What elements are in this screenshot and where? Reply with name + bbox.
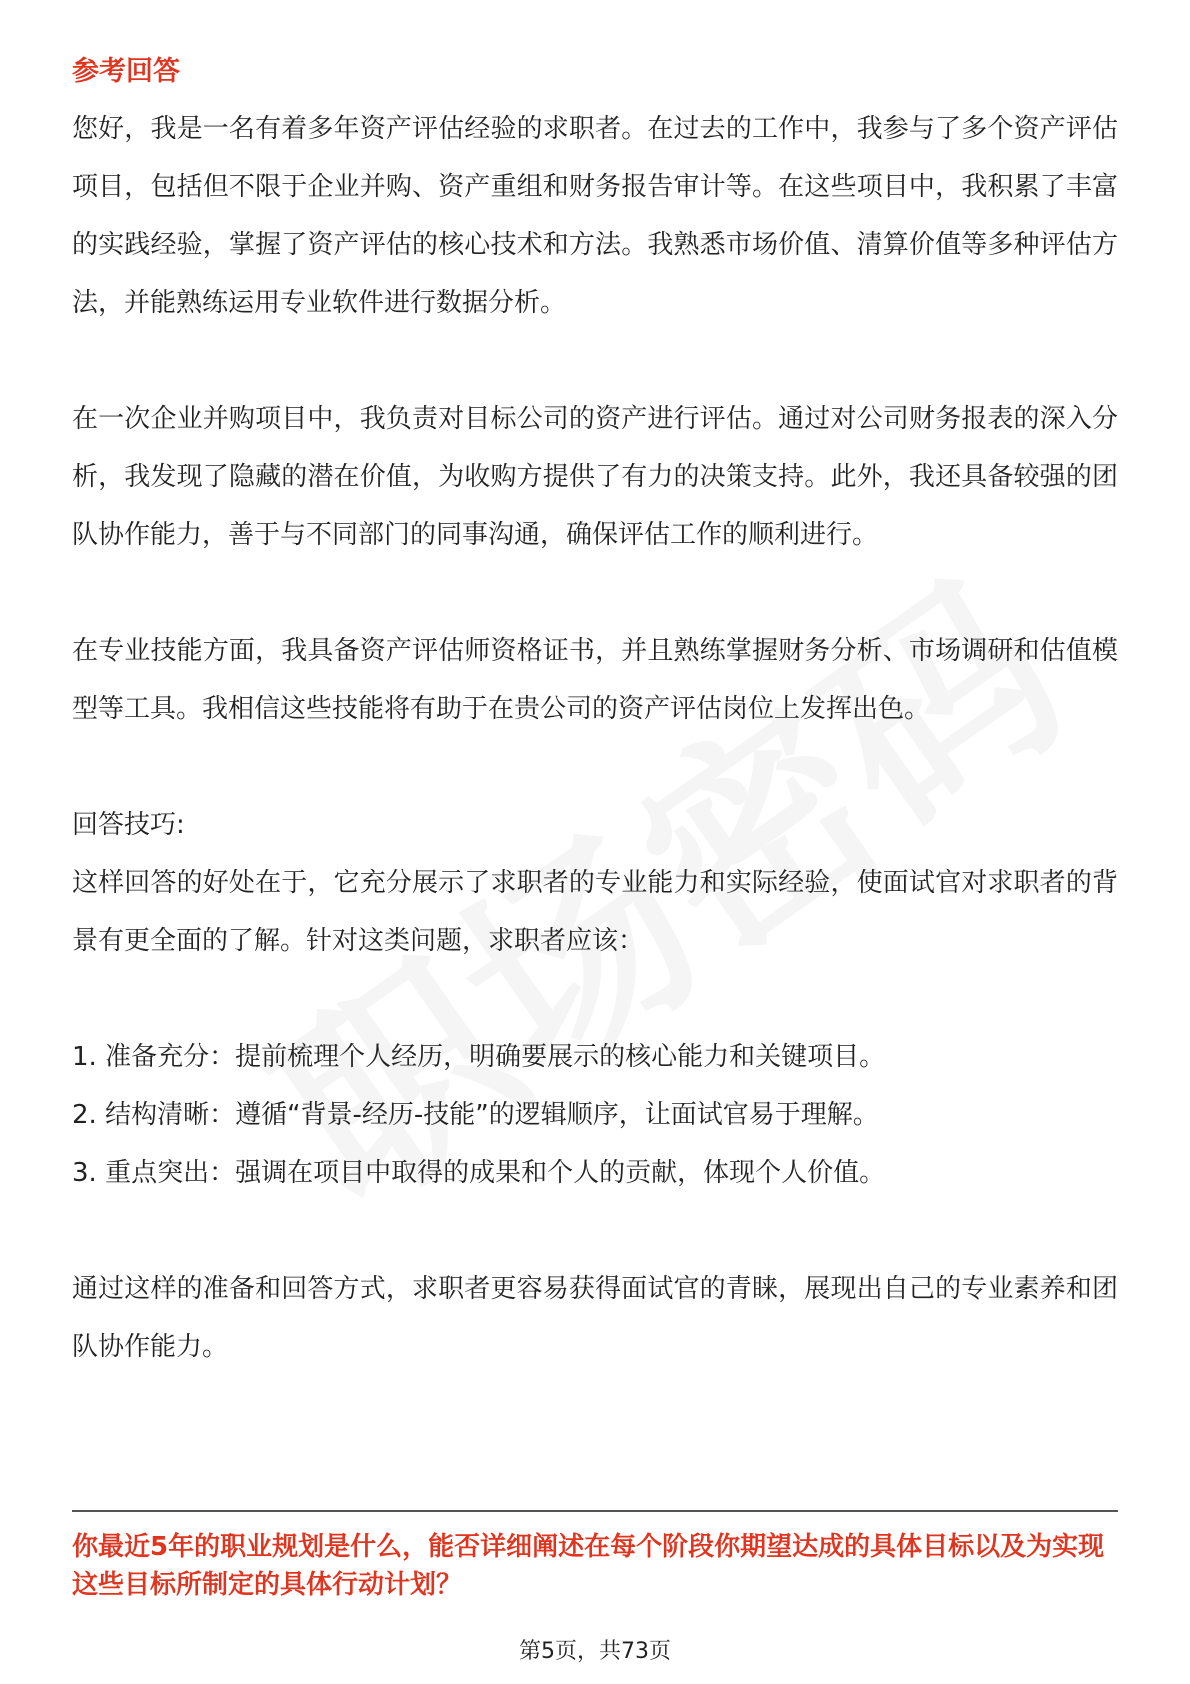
answer-paragraph-1: 您好，我是一名有着多年资产评估经验的求职者。在过去的工作中，我参与了多个资产评估项目，包括但不限于企业并购、资产重组和财务报告审计等。在这些项目中，我积累了丰富的实践经验，掌握了资产评估的核心技术和方法。我熟悉市场价值、清算价值等多种评估方法，并能熟练运用专业软件进行数据分析。 (72, 114, 1118, 318)
next-question: 你最近5年的职业规划是什么，能否详细阐述在每个阶段你期望达成的具体目标以及为实现这些目标所制定的具体行动计划？ (72, 1532, 1105, 1600)
answer-paragraph-3: 在专业技能方面，我具备资产评估师资格证书，并且熟练掌握财务分析、市场调研和估值模型等工具。我相信这些技能将有助于在贵公司的资产评估岗位上发挥出色。 (72, 636, 1118, 724)
spacer (72, 564, 1118, 622)
conclusion-paragraph: 通过这样的准备和回答方式，求职者更容易获得面试官的青睐，展现出自己的专业素养和团队协作能力。 (72, 1274, 1118, 1362)
tips-item-1: 1. 准备充分：提前梳理个人经历，明确要展示的核心能力和关键项目。 (72, 1042, 886, 1072)
spacer (72, 332, 1118, 390)
answer-paragraph-2: 在一次企业并购项目中，我负责对目标公司的资产进行评估。通过对公司财务报表的深入分析，我发现了隐藏的潜在价值，为收购方提供了有力的决策支持。此外，我还具备较强的团队协作能力，善于与不同部门的同事沟通，确保评估工作的顺利进行。 (72, 404, 1118, 550)
tips-item-2: 2. 结构清晰：遵循“背景-经历-技能”的逻辑顺序，让面试官易于理解。 (72, 1100, 879, 1130)
page-footer: 第5页，共73页 (519, 1639, 671, 1664)
tips-intro: 这样回答的好处在于，它充分展示了求职者的专业能力和实际经验，使面试官对求职者的背景有更全面的了解。针对这类问题，求职者应该： (72, 868, 1118, 956)
spacer (72, 738, 1118, 796)
page-content (72, 44, 1118, 1376)
tips-item-3: 3. 重点突出：强调在项目中取得的成果和个人的贡献，体现个人价值。 (72, 1158, 886, 1188)
spacer (72, 970, 1118, 1028)
tips-label: 回答技巧: (72, 810, 185, 840)
divider (72, 1510, 1118, 1512)
spacer (72, 1202, 1118, 1260)
section-title: 参考回答 (72, 56, 180, 87)
